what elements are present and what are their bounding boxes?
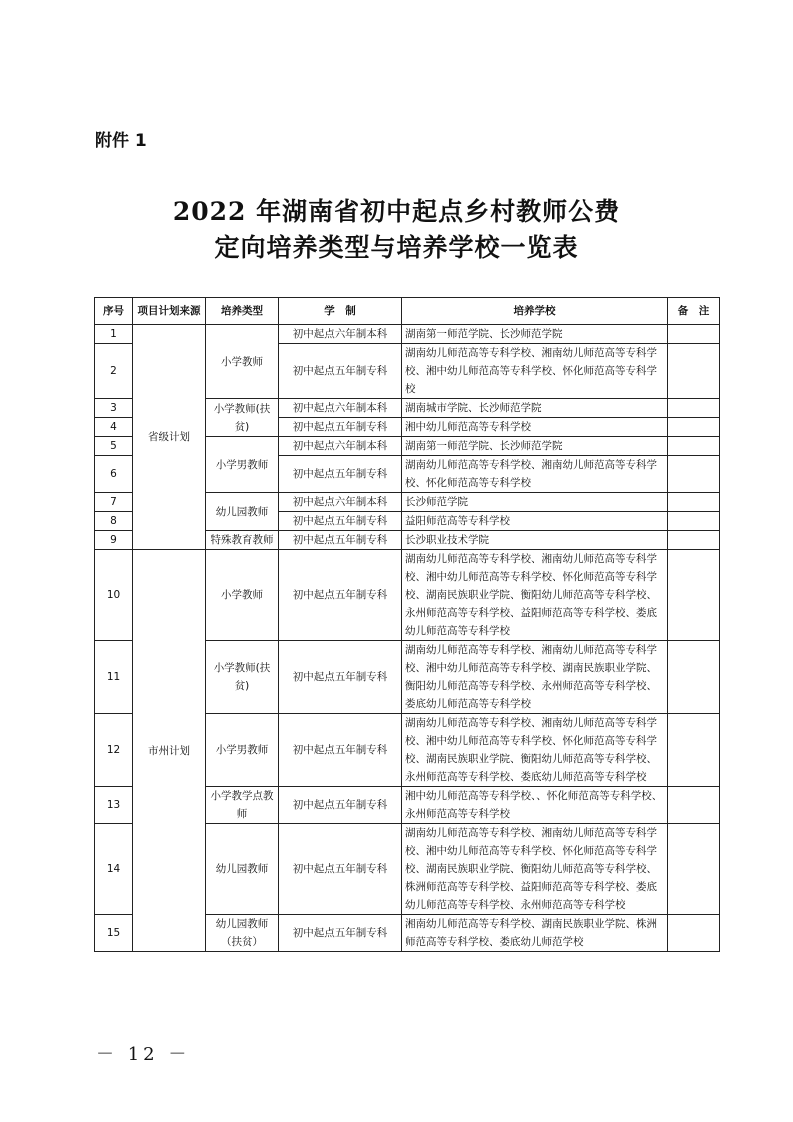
note-cell xyxy=(668,824,720,915)
note-cell xyxy=(668,399,720,418)
school-system: 初中起点五年制专科 xyxy=(279,512,402,531)
school-system: 初中起点五年制专科 xyxy=(279,787,402,824)
training-type: 小学男教师 xyxy=(206,437,279,493)
school-system: 初中起点六年制本科 xyxy=(279,325,402,344)
training-schools: 湖南第一师范学院、长沙师范学院 xyxy=(402,437,668,456)
row-num: 1 xyxy=(95,325,133,344)
note-cell xyxy=(668,641,720,714)
row-num: 8 xyxy=(95,512,133,531)
school-system: 初中起点五年制专科 xyxy=(279,418,402,437)
training-type: 小学教师(扶贫) xyxy=(206,641,279,714)
header-type: 培养类型 xyxy=(206,298,279,325)
training-type: 幼儿园教师 xyxy=(206,824,279,915)
training-type: 小学教师(扶贫) xyxy=(206,399,279,437)
note-cell xyxy=(668,531,720,550)
header-source: 项目计划来源 xyxy=(133,298,206,325)
note-cell xyxy=(668,512,720,531)
school-system: 初中起点五年制专科 xyxy=(279,456,402,493)
school-system: 初中起点五年制专科 xyxy=(279,915,402,952)
row-num: 2 xyxy=(95,344,133,399)
training-schools: 湖南幼儿师范高等专科学校、湘南幼儿师范高等专科学校、湘中幼儿师范高等专科学校、怀化师范高等专科学校、湖南民族职业学院、衡阳幼儿师范高等专科学校、株洲师范高等专科学校、益阳师范高等专科学校、娄底幼儿师范高等专科学校、永州师范高等专科学校 xyxy=(402,824,668,915)
school-system: 初中起点六年制本科 xyxy=(279,437,402,456)
header-note: 备 注 xyxy=(668,298,720,325)
row-num: 15 xyxy=(95,915,133,952)
training-type: 小学男教师 xyxy=(206,714,279,787)
school-system: 初中起点五年制专科 xyxy=(279,531,402,550)
row-num: 4 xyxy=(95,418,133,437)
row-num: 3 xyxy=(95,399,133,418)
header-school: 培养学校 xyxy=(402,298,668,325)
school-system: 初中起点五年制专科 xyxy=(279,824,402,915)
source-provincial: 省级计划 xyxy=(133,325,206,550)
training-schools: 湖南城市学院、长沙师范学院 xyxy=(402,399,668,418)
school-system: 初中起点五年制专科 xyxy=(279,641,402,714)
row-num: 10 xyxy=(95,550,133,641)
training-type: 小学教师 xyxy=(206,550,279,641)
source-city: 市州计划 xyxy=(133,550,206,952)
training-type: 幼儿园教师（扶贫） xyxy=(206,915,279,952)
training-type: 幼儿园教师 xyxy=(206,493,279,531)
school-system: 初中起点六年制本科 xyxy=(279,399,402,418)
training-type: 小学教师 xyxy=(206,325,279,399)
note-cell xyxy=(668,714,720,787)
school-system: 初中起点五年制专科 xyxy=(279,714,402,787)
table-row xyxy=(95,325,720,344)
note-cell xyxy=(668,437,720,456)
school-system: 初中起点五年制专科 xyxy=(279,344,402,399)
training-schools: 湘中幼儿师范高等专科学校、、怀化师范高等专科学校、永州师范高等专科学校 xyxy=(402,787,668,824)
note-cell xyxy=(668,915,720,952)
row-num: 6 xyxy=(95,456,133,493)
row-num: 12 xyxy=(95,714,133,787)
header-num: 序号 xyxy=(95,298,133,325)
note-cell xyxy=(668,787,720,824)
school-system: 初中起点六年制本科 xyxy=(279,493,402,512)
row-num: 13 xyxy=(95,787,133,824)
row-num: 5 xyxy=(95,437,133,456)
training-type: 特殊教育教师 xyxy=(206,531,279,550)
training-schools: 湘南幼儿师范高等专科学校、湖南民族职业学院、株洲师范高等专科学校、娄底幼儿师范学校 xyxy=(402,915,668,952)
training-schools: 长沙职业技术学院 xyxy=(402,531,668,550)
training-schools: 益阳师范高等专科学校 xyxy=(402,512,668,531)
training-schools: 湖南幼儿师范高等专科学校、湘南幼儿师范高等专科学校、湘中幼儿师范高等专科学校、怀化师范高等专科学校 xyxy=(402,344,668,399)
table-row xyxy=(95,550,720,641)
note-cell xyxy=(668,418,720,437)
training-schools: 湖南幼儿师范高等专科学校、湘南幼儿师范高等专科学校、湘中幼儿师范高等专科学校、怀化师范高等专科学校、湖南民族职业学院、衡阳幼儿师范高等专科学校、永州师范高等专科学校、益阳师范高等专科学校、娄底幼儿师范高等专科学校 xyxy=(402,550,668,641)
note-cell xyxy=(668,550,720,641)
table-header-row xyxy=(95,298,720,325)
training-schools: 湖南幼儿师范高等专科学校、湘南幼儿师范高等专科学校、湘中幼儿师范高等专科学校、湖南民族职业学院、衡阳幼儿师范高等专科学校、永州师范高等专科学校、娄底幼儿师范高等专科学校 xyxy=(402,641,668,714)
row-num: 14 xyxy=(95,824,133,915)
document-title-line1: 2022 年湖南省初中起点乡村教师公费 xyxy=(172,197,621,226)
training-schools: 湖南幼儿师范高等专科学校、湘南幼儿师范高等专科学校、湘中幼儿师范高等专科学校、怀化师范高等专科学校、湖南民族职业学院、衡阳幼儿师范高等专科学校、永州师范高等专科学校、娄底幼儿师范高等专科学校 xyxy=(402,714,668,787)
document-title-line2: 定向培养类型与培养学校一览表 xyxy=(214,233,579,262)
row-num: 7 xyxy=(95,493,133,512)
training-schools-table xyxy=(94,297,720,952)
header-system: 学 制 xyxy=(279,298,402,325)
training-schools: 湖南幼儿师范高等专科学校、湘南幼儿师范高等专科学校、怀化师范高等专科学校 xyxy=(402,456,668,493)
attachment-label: 附件 1 xyxy=(95,131,147,151)
school-system: 初中起点五年制专科 xyxy=(279,550,402,641)
training-schools: 长沙师范学院 xyxy=(402,493,668,512)
page-number: － 12 － xyxy=(96,1044,191,1065)
row-num: 9 xyxy=(95,531,133,550)
training-type: 小学教学点教师 xyxy=(206,787,279,824)
training-schools: 湖南第一师范学院、长沙师范学院 xyxy=(402,325,668,344)
training-schools: 湘中幼儿师范高等专科学校 xyxy=(402,418,668,437)
note-cell xyxy=(668,344,720,399)
row-num: 11 xyxy=(95,641,133,714)
note-cell xyxy=(668,456,720,493)
note-cell xyxy=(668,493,720,512)
note-cell xyxy=(668,325,720,344)
